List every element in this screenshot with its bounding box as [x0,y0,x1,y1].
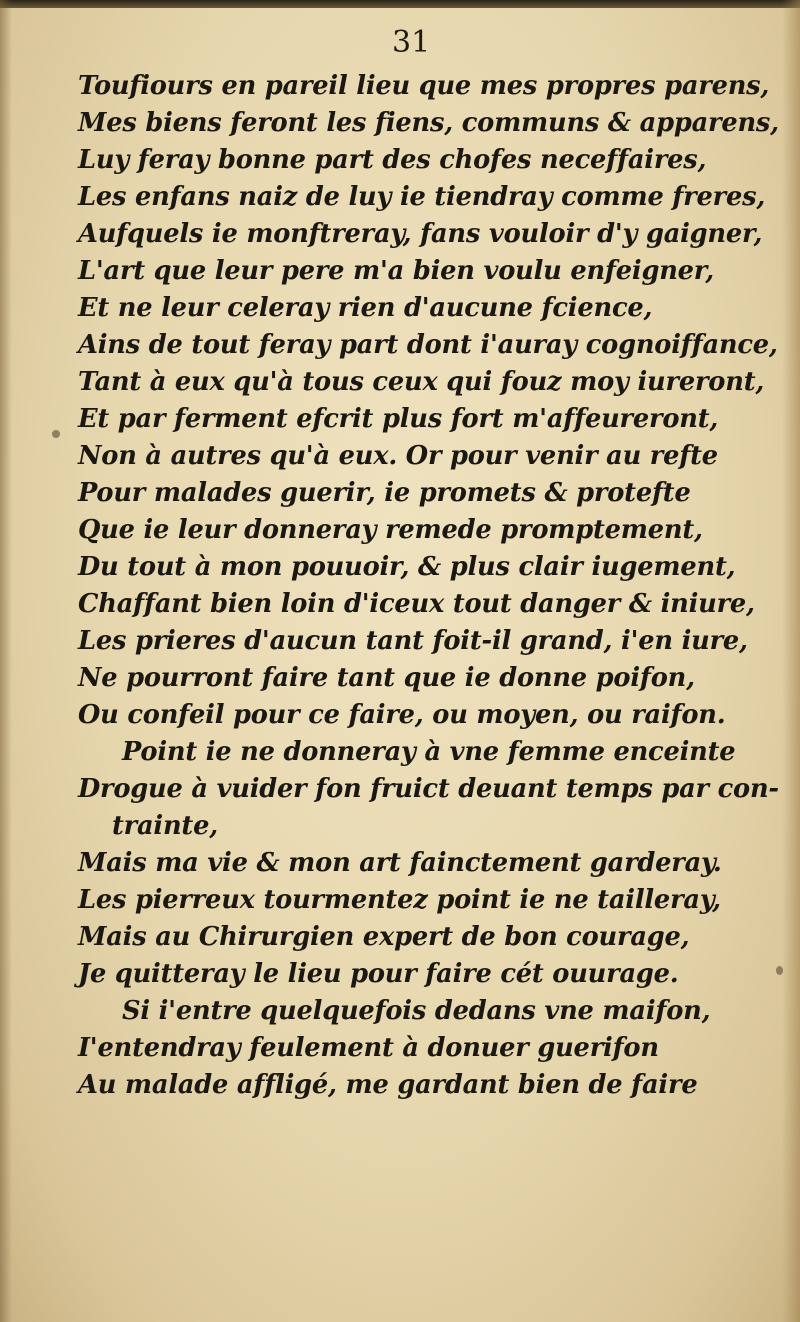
ink-blot [776,966,783,975]
verse-text [0,68,800,1104]
verse-line: Ou confeil pour ce faire, ou moyen, ou raifon. [78,700,726,730]
page-number: 31 [392,25,431,60]
verse-line: Les pierreux tourmentez point ie ne tailleray, [78,885,721,915]
verse-line: Ne pourront faire tant que ie donne poifon, [78,663,695,693]
verse-line: Que ie leur donneray remede promptement, [78,515,703,545]
verse-line: Chaffant bien loin d'iceux tout danger & iniure, [78,589,755,619]
verse-line: Et par ferment efcrit plus fort m'affeureront, [78,404,719,434]
verse-line: Aufquels ie monftreray, fans vouloir d'y gaigner, [78,219,763,249]
verse-line: Si i'entre quelquefois dedans vne maifon, [122,996,711,1026]
verse-line: Toufiours en pareil lieu que mes propres parens, [78,71,770,101]
verse-line: Et ne leur celeray rien d'aucune fcience, [78,293,653,323]
verse-line: Mais ma vie & mon art fainctement garderay. [78,848,722,878]
verse-line: Pour malades guerir, ie promets & protefte [78,478,691,508]
verse-line: Les prieres d'aucun tant foit-il grand, i'en iure, [78,626,748,656]
verse-line: Ains de tout feray part dont i'auray cognoiffance, [78,330,778,360]
verse-line: I'entendray feulement à donuer guerifon [78,1033,659,1063]
verse-line: Drogue à vuider fon fruict deuant temps par con- [78,774,779,804]
verse-line: trainte, [112,811,218,841]
ink-blot [52,430,60,438]
verse-line: Luy feray bonne part des chofes neceffaires, [78,145,707,175]
verse-line: Mais au Chirurgien expert de bon courage, [78,922,690,952]
verse-line: L'art que leur pere m'a bien voulu enfeigner, [78,256,715,286]
verse-line: Mes biens feront les fiens, communs & apparens, [78,108,779,138]
verse-line: Je quitteray le lieu pour faire cét ouurage. [78,959,679,989]
verse-line: Au malade affligé, me gardant bien de faire [78,1070,698,1100]
verse-line: Les enfans naiz de luy ie tiendray comme freres, [78,182,766,212]
verse-line: Tant à eux qu'à tous ceux qui fouz moy iureront, [78,367,765,397]
verse-line: Non à autres qu'à eux. Or pour venir au refte [78,441,718,471]
page-top-edge [0,0,800,8]
verse-line: Point ie ne donneray à vne femme enceinte [122,737,736,767]
verse-line: Du tout à mon pouuoir, & plus clair iugement, [78,552,736,582]
